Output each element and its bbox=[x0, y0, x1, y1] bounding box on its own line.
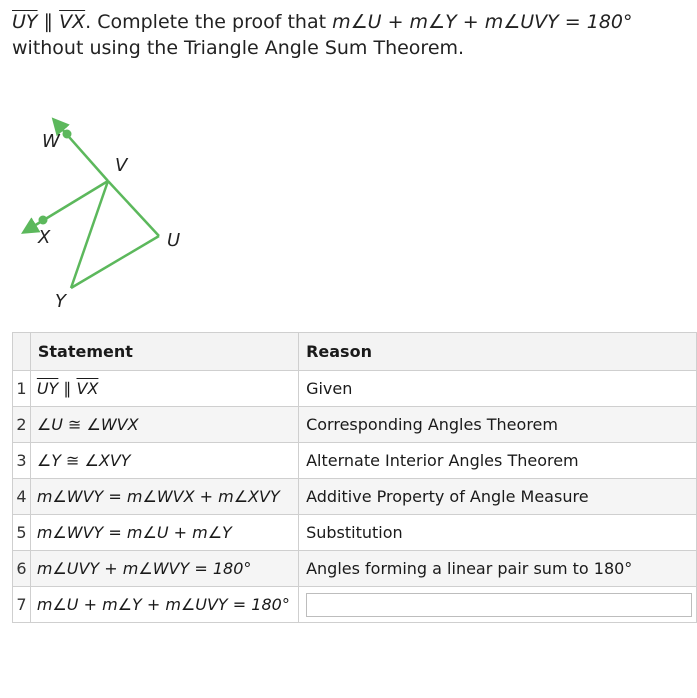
row-number: 5 bbox=[13, 515, 31, 551]
table-row bbox=[13, 443, 697, 479]
prompt-text-2: without using the Triangle Angle Sum Theorem. bbox=[12, 37, 465, 59]
row-statement: m∠U + m∠Y + m∠UVY = 180° bbox=[30, 587, 298, 623]
row-statement: ∠Y ≅ ∠XVY bbox=[30, 443, 298, 479]
row-reason: Corresponding Angles Theorem bbox=[299, 407, 697, 443]
parallel-symbol: ∥ bbox=[37, 11, 60, 33]
header-statement: Statement bbox=[30, 333, 298, 371]
label-y: Y bbox=[55, 291, 66, 312]
row-number: 1 bbox=[13, 371, 31, 407]
ray-vw bbox=[54, 120, 108, 181]
reason-answer-input[interactable] bbox=[306, 593, 692, 617]
statement-segment-uy: UY bbox=[36, 379, 59, 398]
row-number: 7 bbox=[13, 587, 31, 623]
row-reason: Alternate Interior Angles Theorem bbox=[299, 443, 697, 479]
point-x bbox=[39, 216, 48, 225]
row-statement: ∠U ≅ ∠WVX bbox=[30, 407, 298, 443]
row-reason-cell bbox=[299, 587, 697, 623]
row-reason: Substitution bbox=[299, 515, 697, 551]
point-w bbox=[63, 130, 72, 139]
label-v: V bbox=[115, 155, 128, 176]
table-row bbox=[13, 407, 697, 443]
segment-vx: VX bbox=[59, 11, 86, 33]
segment-vy bbox=[71, 181, 108, 288]
label-u: U bbox=[167, 230, 181, 251]
row-number: 6 bbox=[13, 551, 31, 587]
prompt-text-1: . Complete the proof that bbox=[85, 11, 333, 33]
prompt-equation: m∠U + m∠Y + m∠UVY = 180° bbox=[332, 11, 633, 33]
row-statement: m∠WVY = m∠U + m∠Y bbox=[30, 515, 298, 551]
row-statement: m∠UVY + m∠WVY = 180° bbox=[30, 551, 298, 587]
statement-segment-vx: VX bbox=[76, 379, 99, 398]
problem-prompt bbox=[12, 9, 682, 61]
label-x: X bbox=[38, 227, 51, 248]
row-reason: Given bbox=[299, 371, 697, 407]
table-row bbox=[13, 371, 697, 407]
proof-table bbox=[12, 332, 697, 623]
row-number: 4 bbox=[13, 479, 31, 515]
table-row bbox=[13, 479, 697, 515]
header-reason: Reason bbox=[299, 333, 697, 371]
row-number: 2 bbox=[13, 407, 31, 443]
segment-uy-line bbox=[71, 236, 159, 288]
ray-vx bbox=[24, 181, 108, 232]
statement-parallel: ∥ bbox=[58, 379, 77, 398]
segment-uy: UY bbox=[12, 11, 38, 33]
row-reason: Angles forming a linear pair sum to 180° bbox=[299, 551, 697, 587]
row-statement bbox=[30, 371, 298, 407]
table-header-row bbox=[13, 333, 697, 371]
row-statement: m∠WVY = m∠WVX + m∠XVY bbox=[30, 479, 298, 515]
table-row bbox=[13, 587, 697, 623]
segment-vu bbox=[108, 181, 159, 236]
table-row bbox=[13, 551, 697, 587]
row-number: 3 bbox=[13, 443, 31, 479]
geometry-figure bbox=[0, 95, 240, 325]
table-row bbox=[13, 515, 697, 551]
row-reason: Additive Property of Angle Measure bbox=[299, 479, 697, 515]
label-w: W bbox=[42, 131, 60, 152]
header-number bbox=[13, 333, 31, 371]
